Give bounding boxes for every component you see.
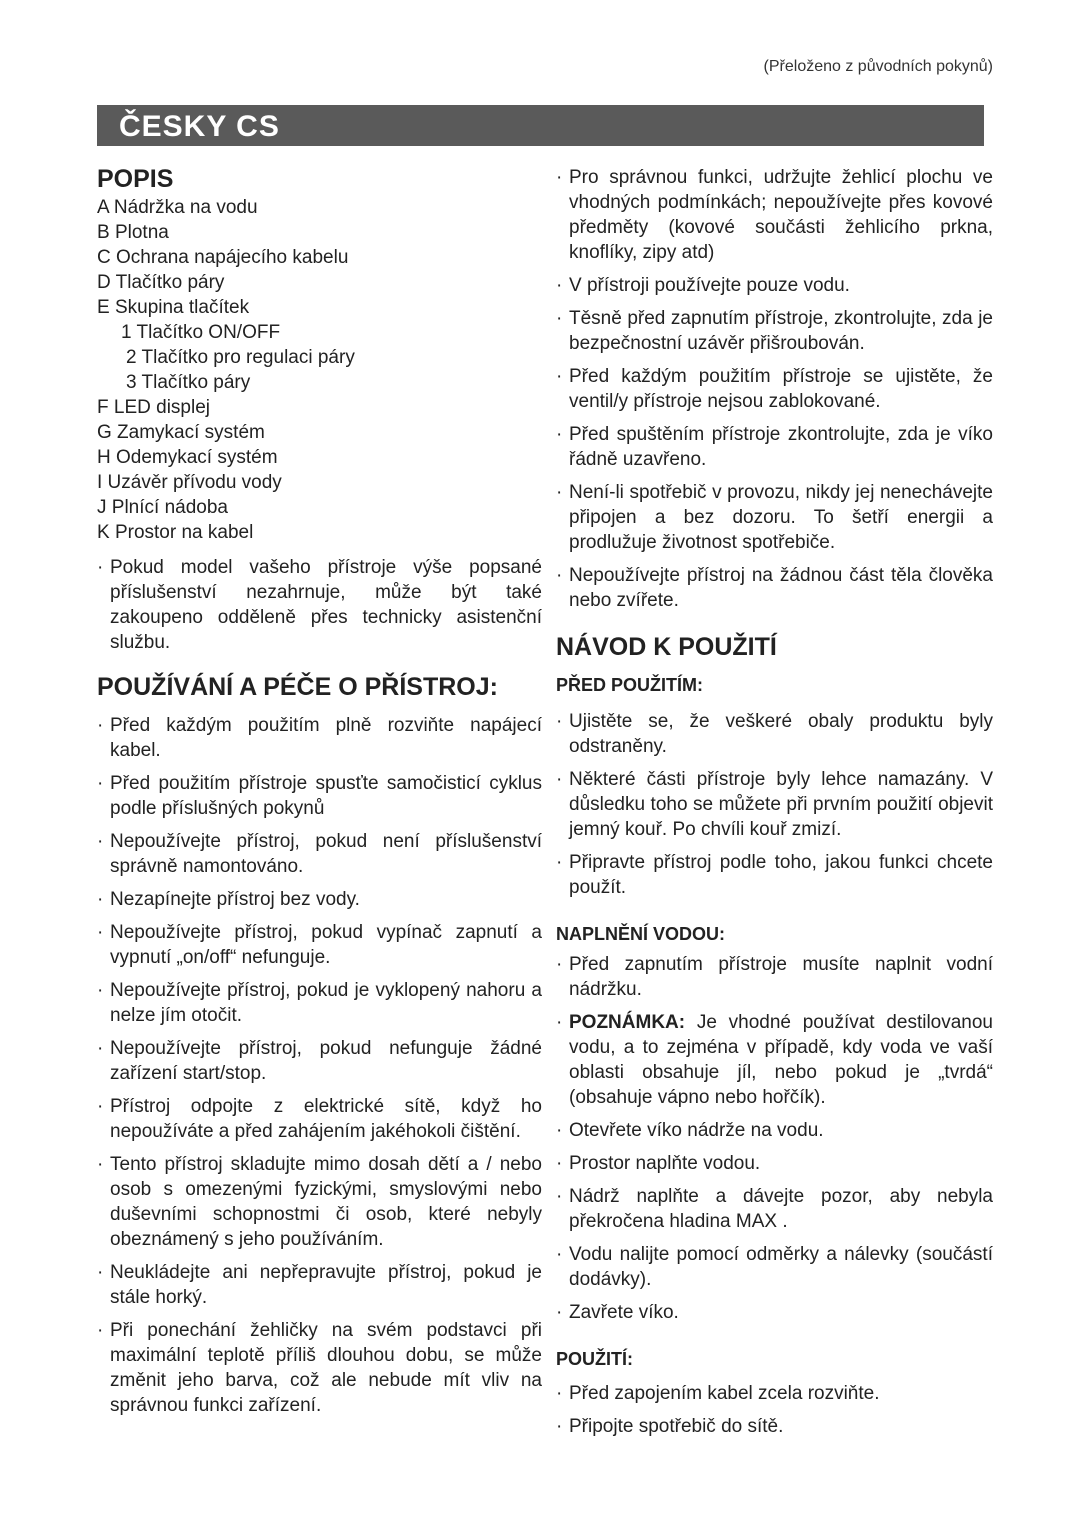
part-item: J Plnící nádoba	[97, 497, 228, 518]
part-subitem: 2 Tlačítko pro regulaci páry	[126, 347, 355, 368]
pouziti-item: · Připojte spotřebič do sítě.	[556, 1414, 993, 1439]
part-item: G Zamykací systém	[97, 422, 265, 443]
care-item: · Tento přístroj skladujte mimo dosah dětí a / nebo osob s omezenými fyzickými, smyslovými nebo duševními schopnostmi či osob, které nebyly obeznámený s jeho používáním.	[97, 1152, 542, 1252]
part-item: H Odemykací systém	[97, 447, 278, 468]
naplneni-note	[556, 1010, 993, 1110]
care-item: · Před spuštěním přístroje zkontrolujte, zda je víko řádně uzavřeno.	[556, 422, 993, 472]
part-item: A Nádržka na vodu	[97, 197, 258, 218]
pouziti-item: · Před zapojením kabel zcela rozviňte.	[556, 1381, 993, 1406]
care-item: · Před použitím přístroje spusťte samočisticí cyklus podle příslušných pokynů	[97, 771, 542, 821]
part-item: D Tlačítko páry	[97, 272, 225, 293]
care-heading: POUŽÍVÁNÍ A PÉČE O PŘÍSTROJ:	[97, 673, 498, 701]
left-column	[97, 163, 542, 1426]
care-item: · Před každým použitím přístroje se ujistěte, že ventil/y přístroje nejsou zablokované.	[556, 364, 993, 414]
care-item: · Při ponechání žehličky na svém podstavci při maximální teplotě příliš dlouhou dobu, se může změnit jeho barva, což ale nebude mít vliv na správnou funkci zařízení.	[97, 1318, 542, 1418]
right-column	[556, 165, 993, 1447]
part-item: I Uzávěr přívodu vody	[97, 472, 282, 493]
part-item: K Prostor na kabel	[97, 522, 254, 543]
part-item: E Skupina tlačítek	[97, 297, 250, 318]
pouziti-list	[556, 1381, 993, 1439]
care-item: · Není-li spotřebič v provozu, nikdy jej nenechávejte připojen a bez dozoru. To šetří energii a prodlužuje životnost spotřebiče.	[556, 480, 993, 555]
parts-list	[97, 195, 542, 545]
pred-item: · Ujistěte se, že veškeré obaly produktu byly odstraněny.	[556, 709, 993, 759]
part-subitem: 1 Tlačítko ON/OFF	[121, 322, 281, 343]
care-item: · Těsně před zapnutím přístroje, zkontrolujte, zda je bezpečnostní uzávěr přišroubován.	[556, 306, 993, 356]
pouziti-heading: POUŽITÍ:	[556, 1349, 633, 1369]
care-item: · Nepoužívejte přístroj na žádnou část těla člověka nebo zvířete.	[556, 563, 993, 613]
naplneni-item: · Zavřete víko.	[556, 1300, 993, 1325]
popis-note: · Pokud model vašeho přístroje výše popsané příslušenství nezahrnuje, může být také zakoupeno odděleně přes technicky asistenční službu.	[97, 555, 542, 655]
care-item: · Neukládejte ani nepřepravujte přístroj, pokud je stále horký.	[97, 1260, 542, 1310]
care-item: · Před každým použitím plně rozviňte napájecí kabel.	[97, 713, 542, 763]
part-item: F LED displej	[97, 397, 210, 418]
care-item: · Přístroj odpojte z elektrické sítě, když ho nepoužíváte a před zahájením jakéhokoli čištění.	[97, 1094, 542, 1144]
naplneni-item: · Prostor naplňte vodou.	[556, 1151, 993, 1176]
header-note: (Přeloženo z původních pokynů)	[763, 58, 993, 75]
naplneni-list	[556, 952, 993, 1325]
part-subitem: 3 Tlačítko páry	[126, 372, 251, 393]
care-item: · Pro správnou funkci, udržujte žehlicí plochu ve vhodných podmínkách; nepoužívejte přes kovové předměty (kovové součásti žehlicího prkna, knoflíky, zipy atd)	[556, 165, 993, 265]
care-list	[97, 713, 542, 1418]
naplneni-item: · Otevřete víko nádrže na vodu.	[556, 1118, 993, 1143]
pred-pouzitim-list	[556, 709, 993, 900]
care-item: · Nepoužívejte přístroj, pokud nefunguje žádné zařízení start/stop.	[97, 1036, 542, 1086]
pred-pouzitim-heading: PŘED POUŽITÍM:	[556, 675, 703, 695]
naplneni-item: · Před zapnutím přístroje musíte naplnit vodní nádržku.	[556, 952, 993, 1002]
care-item: · V přístroji používejte pouze vodu.	[556, 273, 993, 298]
popis-note-list	[97, 555, 542, 655]
part-item: C Ochrana napájecího kabelu	[97, 247, 349, 268]
navod-heading: NÁVOD K POUŽITÍ	[556, 633, 777, 661]
care-item: · Nepoužívejte přístroj, pokud je vyklopený nahoru a nelze jím otočit.	[97, 978, 542, 1028]
care-item: · Nepoužívejte přístroj, pokud vypínač zapnutí a vypnutí „on/off“ nefunguje.	[97, 920, 542, 970]
note-label: POZNÁMKA:	[569, 1012, 686, 1033]
naplneni-item: · Vodu nalijte pomocí odměrky a nálevky (součástí dodávky).	[556, 1242, 993, 1292]
pred-item: · Některé části přístroje byly lehce namazány. V důsledku toho se můžete při prvním použití objevit jemný kouř. Po chvíli kouř zmizí.	[556, 767, 993, 842]
note-text: Je vhodné používat destilovanou vodu, a to zejména v případě, kdy voda ve vaší oblasti obsahuje jíl, nebo pokud je „tvrdá“ (obsahuje vápno nebo hořčík).	[569, 1012, 993, 1108]
care-item: · Nepoužívejte přístroj, pokud není příslušenství správně namontováno.	[97, 829, 542, 879]
language-bar: ČESKY CS	[97, 105, 984, 146]
naplneni-item: · Nádrž naplňte a dávejte pozor, aby nebyla překročena hladina MAX .	[556, 1184, 993, 1234]
part-item: B Plotna	[97, 222, 169, 243]
pred-item: · Připravte přístroj podle toho, jakou funkci chcete použít.	[556, 850, 993, 900]
care-list-continued	[556, 165, 993, 613]
popis-heading: POPIS	[97, 165, 174, 193]
care-item: · Nezapínejte přístroj bez vody.	[97, 887, 542, 912]
naplneni-heading: NAPLNĚNÍ VODOU:	[556, 924, 726, 944]
